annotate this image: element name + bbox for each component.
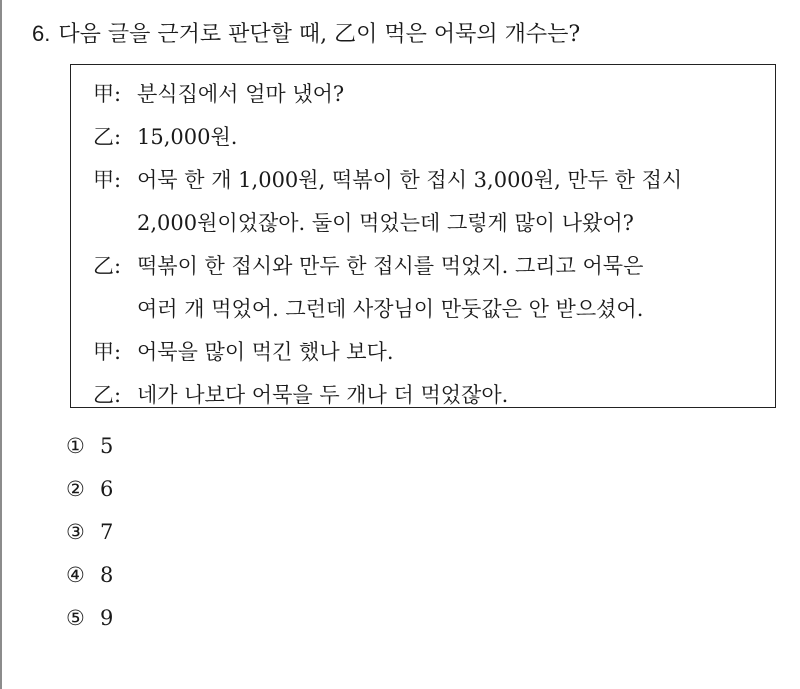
dialogue-line: [93, 159, 775, 202]
choice-value: 5: [100, 434, 114, 458]
answer-choice-2[interactable]: [66, 468, 113, 511]
speaker-label: 甲:: [93, 82, 122, 106]
utterance-text: 여러 개 먹었어. 그런데 사장님이 만둣값은 안 받으셨어.: [137, 297, 644, 321]
choice-marker: ④: [66, 563, 85, 587]
question-number: 6.: [32, 21, 51, 46]
choice-marker: ⑤: [66, 606, 85, 630]
choice-value: 6: [100, 477, 114, 501]
question-stem: [32, 18, 580, 51]
dialogue-line: [93, 374, 775, 417]
utterance-text: 어묵을 많이 먹긴 했나 보다.: [137, 340, 394, 364]
utterance-text: 떡볶이 한 접시와 만두 한 접시를 먹었지. 그리고 어묵은: [137, 254, 644, 278]
speaker-label: 乙:: [93, 254, 122, 278]
answer-choice-5[interactable]: [66, 597, 113, 640]
choice-marker: ①: [66, 434, 85, 458]
choice-value: 7: [100, 520, 114, 544]
dialogue-line: [93, 245, 775, 288]
utterance-text: 어묵 한 개 1,000원, 떡볶이 한 접시 3,000원, 만두 한 접시: [137, 168, 683, 192]
dialogue-line: [93, 116, 775, 159]
answer-choice-3[interactable]: [66, 511, 113, 554]
page-left-border: [0, 0, 2, 689]
dialogue-line-continuation: [93, 202, 775, 245]
utterance-text: 네가 나보다 어묵을 두 개나 더 먹었잖아.: [137, 383, 509, 407]
dialogue-box: [70, 64, 776, 408]
speaker-label: 甲:: [93, 340, 122, 364]
answer-choice-1[interactable]: [66, 425, 113, 468]
choice-marker: ③: [66, 520, 85, 544]
dialogue-line: [93, 331, 775, 374]
utterance-text: 15,000원.: [137, 125, 238, 149]
speaker-label: 乙:: [93, 125, 122, 149]
dialogue-line: [93, 73, 775, 116]
utterance-text: 2,000원이었잖아. 둘이 먹었는데 그렇게 많이 나왔어?: [137, 211, 634, 235]
choice-value: 9: [100, 606, 114, 630]
question-text: 다음 글을 근거로 판단할 때, 乙이 먹은 어묵의 개수는?: [58, 22, 581, 47]
choice-marker: ②: [66, 477, 85, 501]
answer-choice-4[interactable]: [66, 554, 113, 597]
dialogue-line-continuation: [93, 288, 775, 331]
speaker-label: 甲:: [93, 168, 122, 192]
speaker-label: 乙:: [93, 383, 122, 407]
answer-choices: [66, 425, 113, 640]
choice-value: 8: [100, 563, 114, 587]
utterance-text: 분식집에서 얼마 냈어?: [137, 82, 345, 106]
